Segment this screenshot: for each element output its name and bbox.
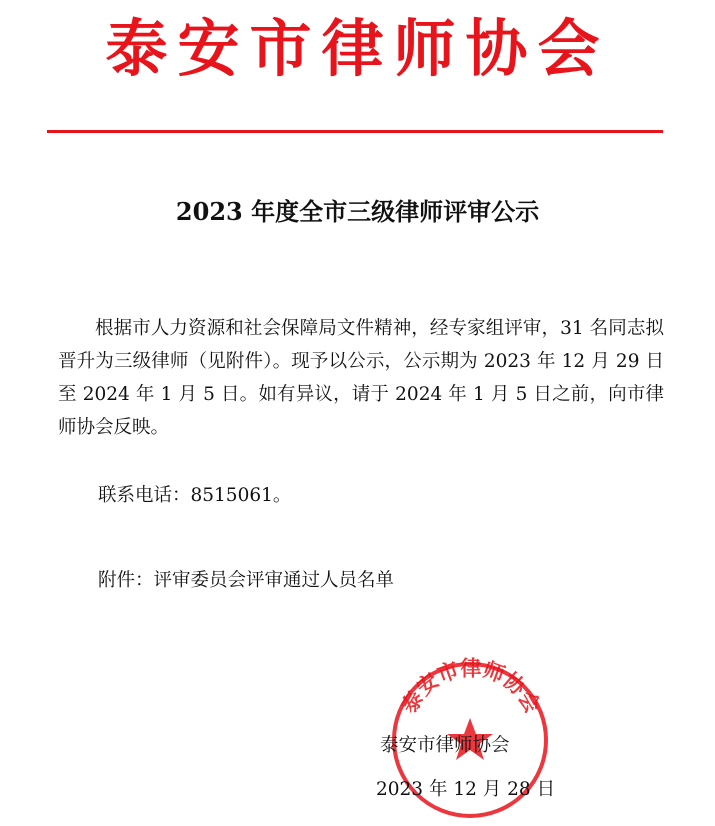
letterhead-rule <box>47 130 663 133</box>
signature-date: 2023 年 12 月 28 日 <box>376 779 556 800</box>
letterhead-org-name: 泰安市律师协会 <box>105 12 610 85</box>
document-title: 2023 年度全市三级律师评审公示 <box>175 197 540 226</box>
body-paragraph: 根据市人力资源和社会保障局文件精神，经专家组评审，31 名同志拟晋升为三级律师（见附件）。现予以公示，公示期为 2023 年 12 月 29 日至 2024 年 1 月 5 日。如有异议，请于 2024 年 1 月 5 日之前，向市律师协会反映。 <box>58 318 664 438</box>
signature-org: 泰安市律师协会 <box>380 735 510 756</box>
attachment-line: 附件：评审委员会评审通过人员名单 <box>98 570 395 591</box>
seal-text: 泰安市律师协会 <box>396 655 546 718</box>
contact-phone: 联系电话：8515061。 <box>98 485 292 506</box>
